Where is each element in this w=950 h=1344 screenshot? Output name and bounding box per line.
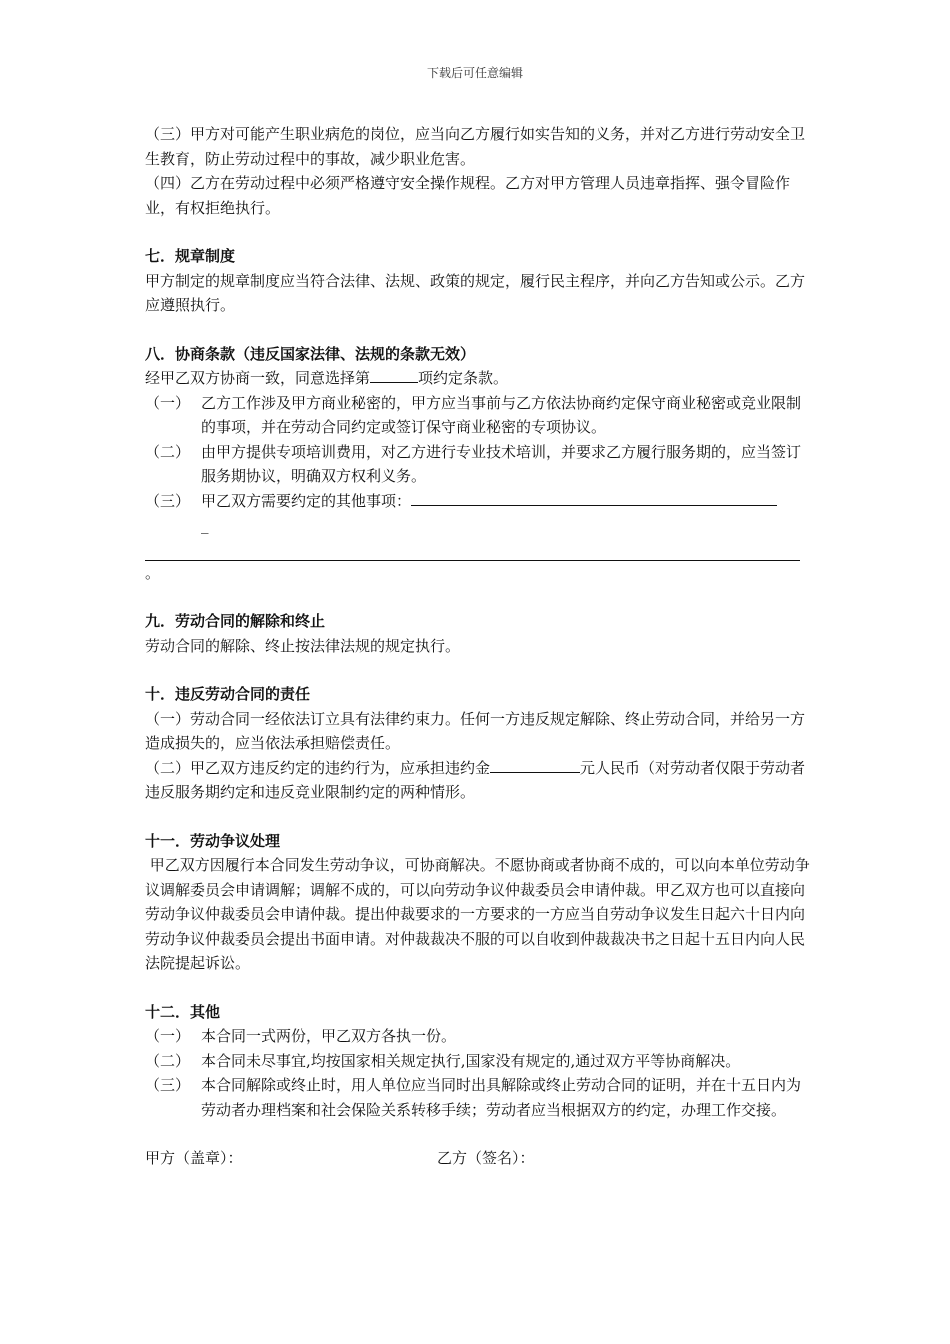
section-11-title: 十一．劳动争议处理 — [145, 831, 281, 850]
page-header: 下载后可任意编辑 — [426, 66, 523, 80]
section-10-title: 十．违反劳动合同的责任 — [145, 685, 311, 703]
section-8-title: 八．协商条款（违反国家法律、法规的条款无效） — [145, 344, 476, 363]
other-terms-blank[interactable] — [411, 489, 777, 506]
section-11-body: 甲乙双方因履行本合同发生劳动争议，可协商解决。不愿协商或者协商不成的，可以向本单位劳动争议调解委员会申请调解；调解不成的，可以向劳动争议仲裁委员会申请仲裁。甲乙双方也可以直接向劳动争议仲裁委员会申请仲裁。提出仲裁要求的一方要求的一方应当自劳动争议发生日起六十日内向劳动争议仲裁委员会提出书面申请。对仲裁裁决不服的可以自收到仲裁裁决书之日起十五日内向人民法院提起诉讼。 — [145, 856, 810, 972]
section-10-clause-1: （一）劳动合同一经依法订立具有法律约束力。任何一方违反规定解除、终止劳动合同，并给另一方造成损失的，应当依法承担赔偿责任。 — [145, 709, 806, 752]
signature-row — [145, 1146, 810, 1171]
section-8-intro: 经甲乙双方协商一致，同意选择第 项约定条款。 — [145, 366, 810, 391]
section-8-item-3: （三） 甲乙双方需要约定的其他事项： _ — [145, 489, 810, 538]
trailing-dash: _ — [201, 516, 209, 534]
section-7-body: 甲方制定的规章制度应当符合法律、法规、政策的规定，履行民主程序，并向乙方告知或公示。乙方应遵照执行。 — [145, 271, 806, 314]
party-b-signature-label: 乙方（签名）： — [437, 1149, 535, 1167]
clause-6-3: （三）甲方对可能产生职业病危的岗位，应当向乙方履行如实告知的义务，并对乙方进行劳动安全卫生教育，防止劳动过程中的事故，减少职业危害。 — [145, 125, 806, 168]
section-9-title: 九．劳动合同的解除和终止 — [145, 612, 326, 630]
party-a-seal-label: 甲方（盖章）： — [145, 1149, 243, 1167]
document-body — [145, 122, 810, 1171]
section-12-item-1: （一） 本合同一式两份，甲乙双方各执一份。 — [145, 1027, 457, 1045]
other-terms-fill-line[interactable] — [145, 538, 800, 561]
section-9-body: 劳动合同的解除、终止按法律法规的规定执行。 — [145, 636, 461, 655]
penalty-amount-blank[interactable] — [490, 756, 580, 773]
section-8-item-1: （一） 乙方工作涉及甲方商业秘密的，甲方应当事前与乙方依法协商约定保守商业秘密或竞业限制的事项，并在劳动合同约定或签订保守商业秘密的专项协议。 — [145, 393, 802, 436]
section-10-clause-2: （二）甲乙双方违反约定的违约行为，应承担违约金 元人民币（对劳动者仅限于劳动者违反服务期约定和违反竞业限制约定的两种情形。 — [145, 756, 810, 805]
clause-6-4: （四）乙方在劳动过程中必须严格遵守安全操作规程。乙方对甲方管理人员违章指挥、强令冒险作业，有权拒绝执行。 — [145, 174, 791, 217]
section-7-title: 七．规章制度 — [145, 247, 236, 265]
term-choice-blank[interactable] — [370, 366, 418, 383]
section-12-title: 十二．其他 — [145, 1002, 221, 1021]
section-12-item-2: （二） 本合同未尽事宜,均按国家相关规定执行,国家没有规定的,通过双方平等协商解决。 — [145, 1051, 741, 1070]
section-8-end-mark: 。 — [145, 563, 161, 582]
section-12-item-3: （三） 本合同解除或终止时，用人单位应当同时出具解除或终止劳动合同的证明，并在十五日内为劳动者办理档案和社会保险关系转移手续；劳动者应当根据双方的约定，办理工作交接。 — [145, 1076, 802, 1119]
section-8-item-2: （二） 由甲方提供专项培训费用，对乙方进行专业技术培训，并要求乙方履行服务期的，应当签订服务期协议，明确双方权利义务。 — [145, 442, 802, 485]
